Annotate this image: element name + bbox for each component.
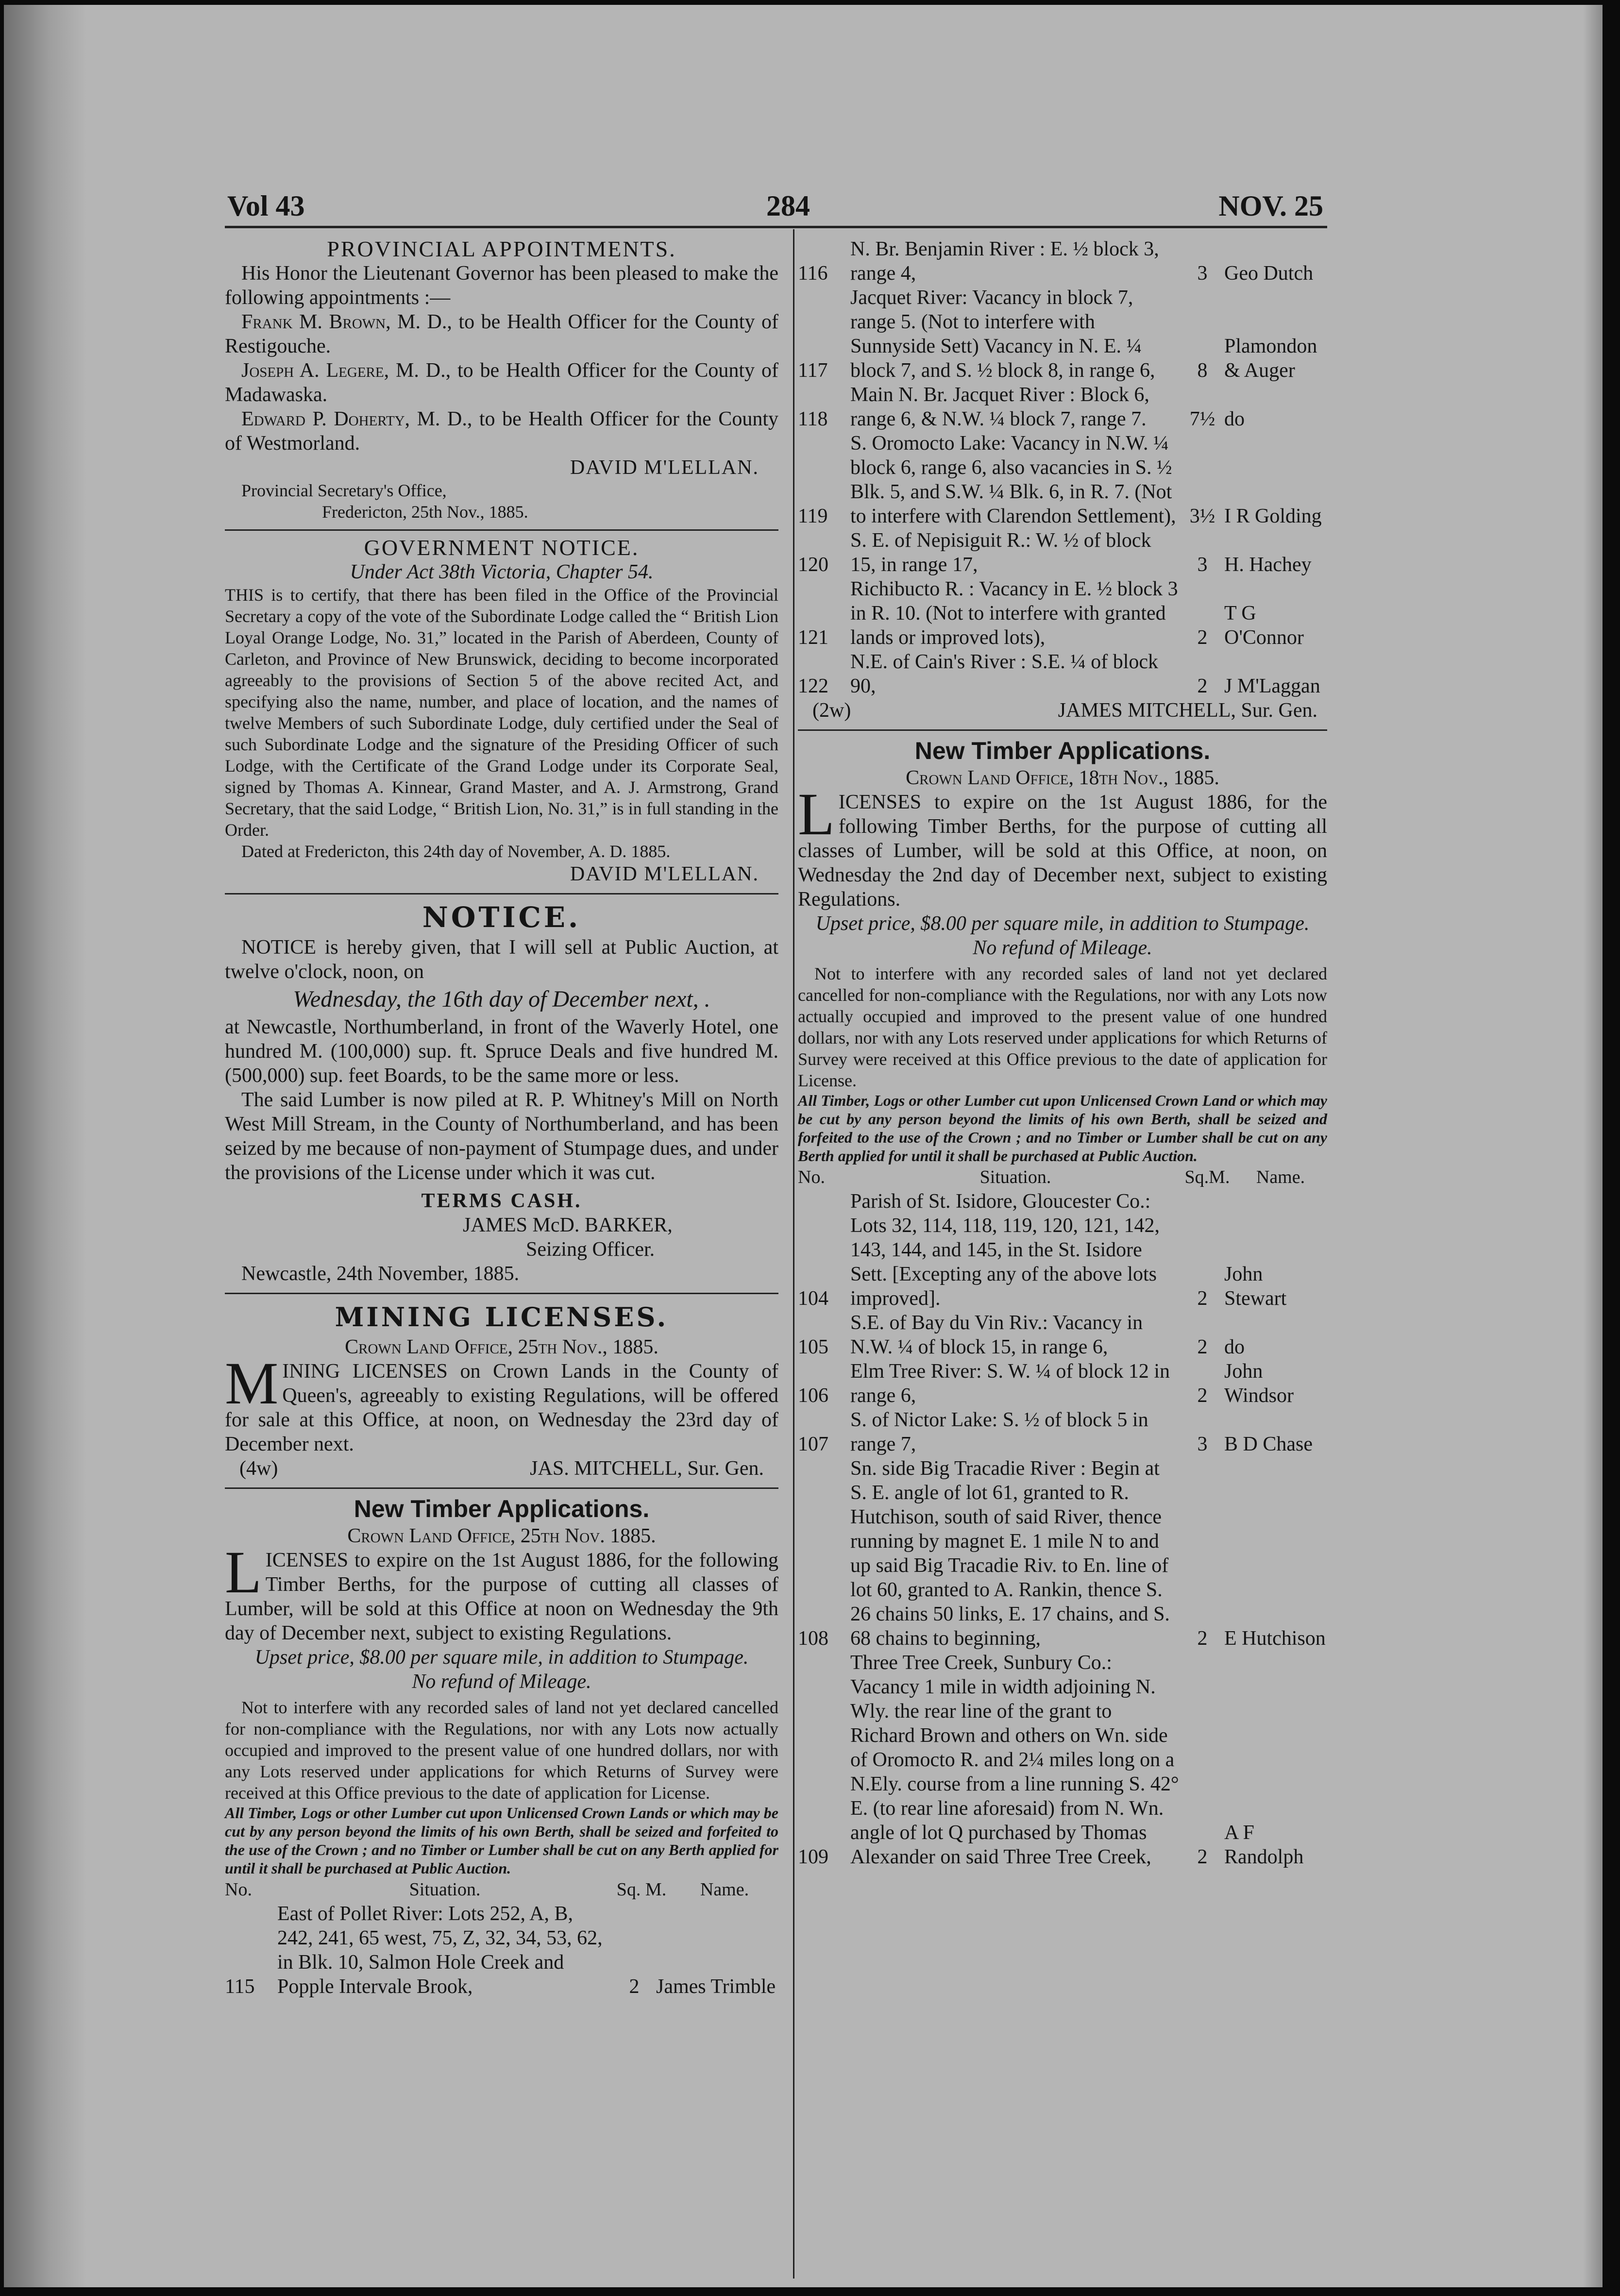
conditions: Not to interfere with any recorded sales of land not yet declared cancelled for non-compliance with the Regulations, nor with any Lots now actually occupied and improved to the present value of one hundred dollars, nor with any Lots reserved under applications for which Returns of Survey were received at this Office previous to the date of application for License.: [798, 964, 1327, 1090]
government-notice: [225, 536, 778, 886]
insertion-count: (2w): [812, 699, 851, 722]
table-row: 119 S. Oromocto Lake: Vacancy in N.W. ¼ block 6, range 6, also vacancies in S. ½ Blk. 5, and S.W. ¼ Blk. 6, in R. 7. (Not to interfere with Clarendon Settlement), 3½ I R Golding: [798, 432, 1322, 527]
section-title: New Timber Applications.: [914, 737, 1211, 764]
dated-line: Dated at Fredericton, this 24th day of November, A. D. 1885.: [241, 842, 671, 861]
table-row: 122 N.E. of Cain's River : S.E. ¼ of block 90, 2 J M'Laggan: [798, 651, 1320, 697]
place-date: Fredericton, 25th Nov., 1885.: [322, 502, 528, 522]
signature: JAS. MITCHELL, Sur. Gen.: [530, 1457, 764, 1480]
notice-paragraph: NOTICE is hereby given, that I will sell at Public Auction, at twelve o'clock, noon, on: [225, 936, 778, 983]
volume-number: Vol 43: [227, 190, 305, 222]
office-line: Provincial Secretary's Office,: [241, 481, 447, 500]
office-line: Crown Land Office, 25th Nov., 1885.: [345, 1336, 658, 1358]
terms: TERMS CASH.: [421, 1190, 582, 1212]
section-title: MINING LICENSES.: [335, 1301, 669, 1333]
divider: [798, 729, 1327, 731]
newspaper-page: [4, 5, 1603, 2287]
table-header: No. Situation. Sq.M. Name.: [798, 1167, 1305, 1187]
issue-date: NOV. 25: [1218, 190, 1323, 222]
table-header: No. Situation. Sq. M. Name.: [225, 1879, 749, 1900]
notice-body: THIS is to certify, that there has been filed in the Office of the Provincial Secretary a copy of the vote of the Subordinate Lodge called the “ British Lion Loyal Orange Lodge, No. 31,” located in the Parish of Aberdeen, County of Carleton, and Province of New Brunswick, deciding to become incorporated agreeably to the provisions of Section 5 of the above recited Act, and specifying also the name, number, and place of location, and the names of twelve Members of such Subordinate Lodge, duly certified under the Seal of such Subordinate Lodge and the signature of the Presiding Officer of such Lodge, with the Certificate of the Grand Lodge under its Corporate Seal, signed by Thomas A. Kinnear, Grand Master, and A. J. Armstrong, Grand Secretary, that the said Lodge, “ British Lion, No. 31,” is in full standing in the Order.: [225, 585, 778, 840]
warning: All Timber, Logs or other Lumber cut upon Unlicensed Crown Land or which may be cut by any person beyond the limits of his own Berth, shall be seized and forfeited to the use of the Crown ; and no Timber or Lumber shall be cut on any Berth applied for until it shall be purchased at Public Auction.: [798, 1092, 1327, 1165]
appointment-item: Frank M. Brown, M. D., to be Health Officer for the County of Restigouche.: [225, 311, 778, 357]
no-refund: No refund of Mileage.: [973, 937, 1152, 959]
provincial-appointments: [225, 237, 778, 523]
section-title: New Timber Applications.: [354, 1495, 650, 1522]
appointment-item: Joseph A. Legere, M. D., to be Health Officer for the County of Madawaska.: [225, 359, 778, 406]
page-number: 284: [766, 190, 810, 222]
timber-body: LICENSES to expire on the 1st August 1886, for the following Timber Berths, for the purpose of cutting all classes of Lumber, will be sold at this Office at noon on Wednesday the 9th day of December next, subject to existing Regulations.: [225, 1539, 778, 1644]
divider: [225, 1293, 778, 1294]
timber-body: LICENSES to expire on the 1st August 1886, for the following Timber Berths, for the purpose of cutting all classes of Lumber, will be sold at this Office, at noon, on Wednesday the 2nd day of December next, subject to existing Regulations.: [798, 781, 1327, 911]
office-line: Crown Land Office, 25th Nov. 1885.: [347, 1525, 656, 1547]
divider: [225, 529, 778, 531]
mining-licenses: [225, 1299, 778, 1481]
table-row: 117 Jacquet River: Vacancy in block 7, range 5. (Not to interfere with Sunnyside Sett) Vacancy in N. E. ¼ block 7, and S. ½ block 8, in range 6, 8 Plamondon & Auger: [798, 287, 1317, 382]
section-title: PROVINCIAL APPOINTMENTS.: [327, 236, 676, 261]
signature: JAMES MITCHELL, Sur. Gen.: [1058, 699, 1317, 722]
office-line: Crown Land Office, 18th Nov., 1885.: [906, 767, 1219, 789]
auction-notice: [225, 899, 778, 1286]
appointments-intro: His Honor the Lieutenant Governor has been pleased to make the following appointments :—: [225, 262, 778, 309]
table-row: 115 East of Pollet River: Lots 252, A, B, 242, 241, 65 west, 75, Z, 32, 34, 53, 62, in Blk. 10, Salmon Hole Creek and Popple Intervale Brook, 2 James Trimble: [225, 1903, 776, 1998]
page-edge-shadow: [1583, 5, 1603, 2287]
page-gutter-shadow: [4, 5, 86, 2287]
notice-paragraph: at Newcastle, Northumberland, in front of the Waverly Hotel, one hundred M. (100,000) sup. ft. Spruce Deals and five hundred M. (500,000) sup. feet Boards, to be the same more or less.: [225, 1016, 778, 1087]
conditions: Not to interfere with any recorded sales of land not yet declared cancelled for non-compliance with the Regulations, nor with any Lots now actually occupied and improved to the present value of one hundred dollars, nor with any Lots reserved under applications for which Returns of Survey were received at this Office previous to the date of application for License.: [225, 1698, 778, 1803]
left-column: [225, 237, 778, 1999]
place-date: Newcastle, 24th November, 1885.: [241, 1263, 520, 1285]
signature: DAVID M'LELLAN.: [570, 456, 759, 479]
mining-body: MINING LICENSES on Crown Lands in the County of Queen's, agreeably to existing Regulations, will be offered for sale at this Office, at noon, on Wednesday the 23rd day of December next.: [225, 1350, 778, 1455]
right-column: [798, 237, 1327, 1869]
column-divider: [793, 229, 794, 2279]
table-row: 108 Sn. side Big Tracadie River : Begin at S. E. angle of lot 61, granted to R. Hutchison, south of said River, thence running by magnet E. 1 mile N to and up said Big Tracadie Riv. to En. line of lot 60, granted to A. Rankin, thence S. 26 chains 50 links, E. 17 chains, and S. 68 chains to beginning, 2 E Hutchison: [798, 1457, 1326, 1650]
table-row: 116 N. Br. Benjamin River : E. ½ block 3, range 4, 3 Geo Dutch: [798, 238, 1314, 285]
warning: All Timber, Logs or other Lumber cut upon Unlicensed Crown Lands or which may be cut by any person beyond the limits of his own Berth, shall be seized and forfeited to the use of the Crown ; and no Timber or Lumber shall be cut on any Berth applied for until it shall be purchased at Public Auction.: [225, 1804, 778, 1877]
divider: [225, 893, 778, 895]
signer-name: JAMES McD. BARKER,: [463, 1214, 673, 1236]
table-row: 120 S. E. of Nepisiguit R.: W. ½ of block 15, in range 17, 3 H. Hachey: [798, 529, 1312, 576]
header-rule: [225, 226, 1327, 228]
table-row: 105 S.E. of Bay du Vin Riv.: Vacancy in N.W. ¼ of block 15, in range 6, 2 do: [798, 1312, 1245, 1358]
timber-applications-right: [798, 736, 1327, 1869]
table-row: 106 Elm Tree River: S. W. ¼ of block 12 in range 6, 2 John Windsor: [798, 1360, 1294, 1407]
table-row: 104 Parish of St. Isidore, Gloucester Co.: Lots 32, 114, 118, 119, 120, 121, 142, 143, 144, and 145, in the St. Isidore Sett. [Excepting any of the above lots improved]. 2 John Stewart: [798, 1190, 1287, 1310]
notice-paragraph: The said Lumber is now piled at R. P. Whitney's Mill on North West Mill Stream, in the County of Northumberland, and has been seized by me because of non-payment of Stumpage dues, and under the provisions of the License under which it was cut.: [225, 1089, 778, 1184]
timber-continuation: [798, 237, 1327, 723]
appointment-item: Edward P. Doherty, M. D., to be Health Officer for the County of Westmorland.: [225, 408, 778, 455]
section-title: NOTICE.: [422, 901, 581, 934]
signature: DAVID M'LELLAN.: [570, 863, 759, 885]
insertion-count: (4w): [239, 1457, 278, 1480]
timber-applications-left: [225, 1494, 778, 1999]
signer-title: Seizing Officer.: [526, 1238, 655, 1261]
upset-price: Upset price, $8.00 per square mile, in addition to Stumpage.: [815, 912, 1310, 935]
auction-date: Wednesday, the 16th day of December next, .: [293, 986, 710, 1012]
table-row: 107 S. of Nictor Lake: S. ½ of block 5 in range 7, 3 B D Chase: [798, 1409, 1313, 1455]
table-row: 121 Richibucto R. : Vacancy in E. ½ block 3 in R. 10. (Not to interfere with granted lands or improved lots), 2 T G O'Connor: [798, 578, 1304, 649]
table-row: 109 Three Tree Creek, Sunbury Co.: Vacancy 1 mile in width adjoining N. Wly. the rear line of the grant to Richard Brown and others on Wn. side of Oromocto R. and 2¼ miles long on a N.Ely. course from a line running S. 42° E. (to rear line aforesaid) from N. Wn. angle of lot Q purchased by Thomas Alexander on said Three Tree Creek, 2 A F Randolph: [798, 1652, 1304, 1868]
no-refund: No refund of Mileage.: [412, 1671, 591, 1693]
divider: [225, 1487, 778, 1489]
section-subtitle: Under Act 38th Victoria, Chapter 54.: [350, 561, 654, 583]
section-title: GOVERNMENT NOTICE.: [364, 535, 640, 560]
table-row: 118 Main N. Br. Jacquet River : Block 6, range 6, & N.W. ¼ block 7, range 7. 7½ do: [798, 384, 1245, 430]
upset-price: Upset price, $8.00 per square mile, in addition to Stumpage.: [254, 1646, 749, 1669]
